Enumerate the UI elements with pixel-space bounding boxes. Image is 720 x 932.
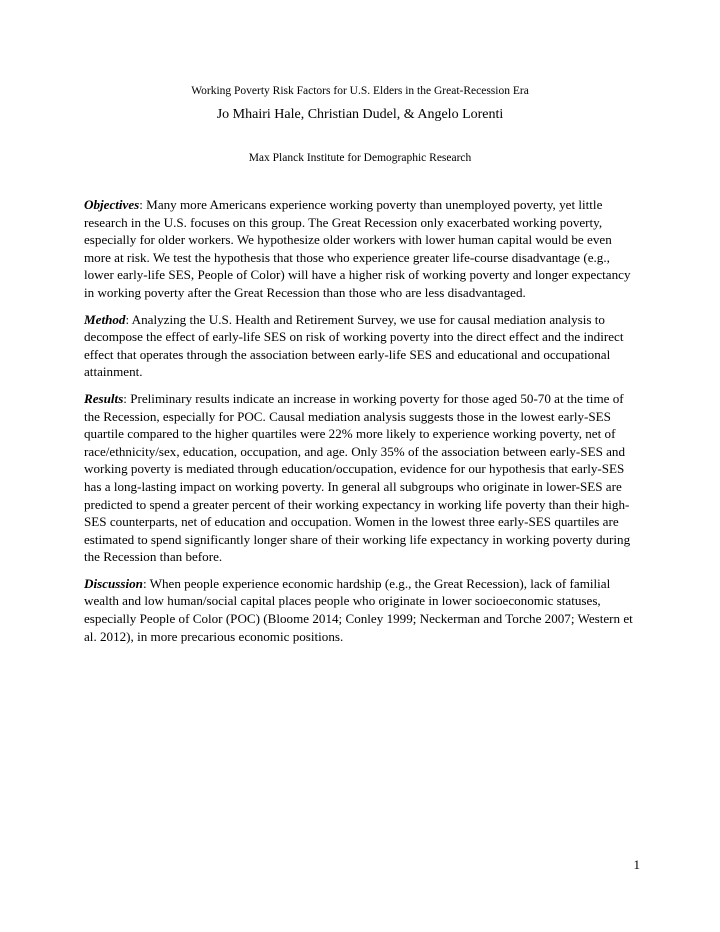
- method-section: [84, 311, 640, 381]
- objectives-text: : Many more Americans experience working poverty than unemployed poverty, yet little research in the U.S. focuses on this group. The Great Recession only exacerbated working poverty, especially for older workers. We hypothesize older workers with lower human capital would be even more at risk. We test the hypothesis that those who experience greater life-course disadvantage (e.g., lower early-life SES, People of Color) will have a higher risk of working poverty and longer expectancy in working poverty after the Great Recession than those who are less disadvantaged.: [84, 197, 631, 300]
- results-label: Results: [84, 390, 124, 406]
- discussion-label: Discussion: [84, 575, 143, 591]
- objectives-section: [84, 196, 640, 302]
- paper-affiliation: Max Planck Institute for Demographic Research: [248, 152, 472, 164]
- abstract-body: [84, 196, 640, 654]
- results-section: [84, 390, 640, 566]
- objectives-label: Objectives: [84, 197, 140, 212]
- page-number: 1: [633, 857, 640, 872]
- results-text: : Preliminary results indicate an increase in working poverty for those aged 50-70 at the time of the Recession, especially for POC. Causal mediation analysis suggests those in the lowest early-SES quartile compared to the higher quartiles were 22% more likely to experience working poverty, net of race/ethnicity/sex, education, occupation, and age. Only 35% of the association between early-SES and working poverty is mediated through education/occupation, evidence for our hypothesis that early-SES has a long-lasting impact on working poverty. In general all subgroups who originate in lower-SES are predicted to spend a greater percent of their working expectancy in working life poverty than their high-SES counterparts, net of education and occupation. Women in the lowest three early-SES quartiles are estimated to spend significantly longer share of their working life expectancy in working poverty during the Recession than before.: [84, 390, 631, 565]
- discussion-text: : When people experience economic hardship (e.g., the Great Recession), lack of familial wealth and low human/social capital places people who originate in lower socioeconomic statuses, especially People of Color (POC) (Bloome 2014; Conley 1999; Neckerman and Torche 2007; Western et al. 2012), in more precarious economic positions.: [84, 575, 633, 644]
- paper-authors: Jo Mhairi Hale, Christian Dudel, & Angelo Lorenti: [216, 107, 504, 122]
- discussion-section: [84, 575, 640, 645]
- paper-title: Working Poverty Risk Factors for U.S. Elders in the Great-Recession Era: [191, 85, 529, 97]
- method-text: : Analyzing the U.S. Health and Retirement Survey, we use for causal mediation analysis to decompose the effect of early-life SES on risk of working poverty into the direct effect and the indirect effect that operates through the association between early-life SES and educational and occupational attainment.: [84, 311, 624, 380]
- method-label: Method: [84, 311, 126, 327]
